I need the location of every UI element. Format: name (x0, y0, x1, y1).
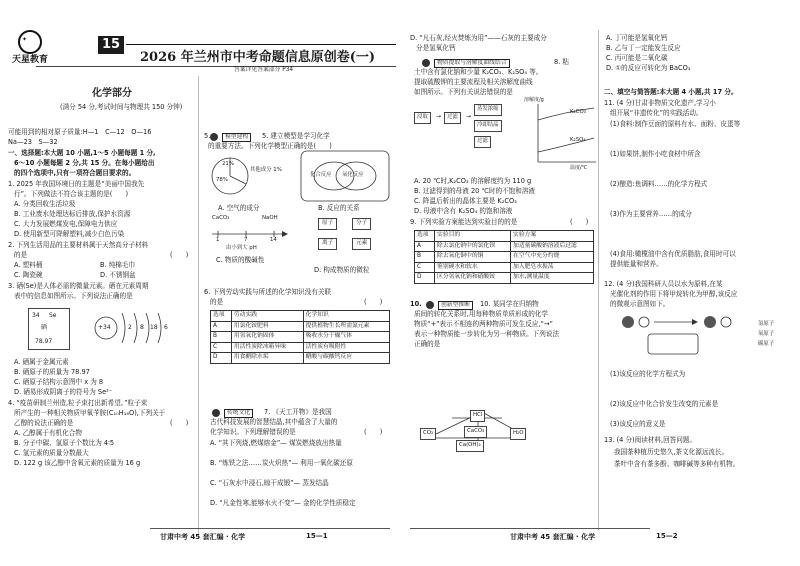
q6-cell: A (211, 321, 232, 332)
q11-stem: 11. (4 分)甘肃非物质文化遗产,学习小 (604, 99, 716, 107)
q9-cell: 加水,测量温度 (511, 273, 594, 284)
q9-cell: 除去氯化钠中的氯化钡 (435, 241, 511, 252)
molecule-hydrogen (721, 317, 731, 327)
q7-option-a: A. “其下列烧,燃煤熔金”— 煤炭燃烧放出热量 (210, 439, 342, 447)
footer-rule-right (410, 528, 650, 529)
q7-stem: 7. 《天工开物》是我国 (264, 408, 332, 416)
q11-item-2: (1)如果饼,制作小吃食材中所含 (610, 150, 701, 158)
q10-stem-3: 物质“+”表示不相连的两种物质可发生反应,“→” (414, 320, 553, 328)
pie-label-n2: 78% (216, 177, 228, 183)
q8-stem-3: 提取硫酸钾的主要流程及相关溶解度曲线 (414, 78, 533, 86)
table-row (415, 241, 594, 252)
q10-mark-icon (426, 301, 434, 309)
q2-bracket: ( ) (170, 251, 189, 259)
flow-step-4: 冷却结晶 (474, 120, 502, 132)
node-hcl: HCl (470, 410, 485, 422)
part1-heading: 一、选择题:本大题 10 小题,1～5 小题每题 1 分, (8, 149, 156, 157)
q11-item-5: (4)食用:橄榄油中含有优质脂肪,食用时可以 (610, 250, 736, 258)
section-title: 化学部分 (92, 88, 132, 99)
q2-stem-2: 的是 (14, 251, 28, 259)
q6-cell: 提供植物生长所需氮元素 (303, 321, 389, 332)
q6-cell: 用食醋除水垢 (231, 353, 303, 364)
q5-stem: 5. 建立模型是学习化学 (262, 132, 330, 140)
q9-header-option: 选项 (415, 231, 435, 242)
element-symbol: Se (49, 312, 57, 319)
legend-hydrogen: 氢原子 (758, 321, 775, 327)
q10-stem-5: 正确的是 (414, 340, 441, 348)
q9-cell: 鉴别硬水和软水 (435, 262, 511, 273)
q5-tag: 模型建构 (222, 133, 251, 142)
q12-sub-1: (1)该反应的化学方程式为 (610, 370, 686, 378)
element-card (28, 308, 70, 350)
q1-stem-2: 行”。下列做法不符合该主题的是( ) (14, 190, 129, 198)
q9-cell: A (415, 241, 435, 252)
q8-tag: 物质提取与溶解度曲线结合 (434, 59, 510, 68)
q10-option-a: A. 丁可能是氢氧化钙 (606, 34, 668, 42)
ph-label-left: CaCO₃ (212, 215, 230, 221)
q7-option-d: D. “凡金性寒,能够水火不变”— 金的化学性质稳定 (210, 499, 356, 507)
shell-arc-4 (158, 313, 161, 343)
q6-cell: C (211, 342, 232, 353)
table-row (211, 321, 390, 332)
legend-carbon: 碳原子 (758, 341, 775, 347)
right-page (400, 0, 800, 566)
q9-cell: 加入肥皂水振荡 (511, 262, 594, 273)
q4-bracket: ( ) (170, 419, 189, 427)
brand-logo-mark: ✦ (22, 36, 28, 43)
q4-option-d: D. 122 g 该乙醇中含氧元素的质量为 16 g (14, 459, 141, 467)
q2-option-d: D. 不锈钢盆 (100, 271, 136, 279)
q6-header-practice: 劳动实践 (231, 311, 303, 322)
q6-cell: 醋酸与碳酸钙反应 (303, 353, 389, 364)
q6-stem: 6. 下列劳动实践与所述的化学知识没有关联 (204, 288, 332, 296)
molecule-methanol (704, 316, 716, 328)
q5-caption-a: A. 空气的成分 (218, 204, 260, 212)
footer-left-text: 甘肃中考 45 套汇编 · 化学 (160, 533, 246, 541)
footer-rule-left (150, 528, 390, 529)
q3-stem: 3. 硒(Se)是人体必需的微量元素。硒在元素周期 (8, 282, 149, 290)
q10-option-c: C. 丙可能是二氧化碳 (606, 54, 668, 62)
exam-info: (满分 54 分,考试时间与物理共 150 分钟) (60, 103, 183, 111)
particle-boxes (318, 218, 388, 262)
q5-caption-d: D. 构成物质的微粒 (314, 266, 370, 274)
q5-caption-c: C. 物质的酸碱性 (216, 256, 265, 264)
q2-option-b: B. 纯棉毛巾 (100, 261, 136, 269)
table-row (211, 342, 390, 353)
ph-label-right: NaOH (262, 215, 278, 221)
paper-number-badge: 15 (98, 36, 124, 54)
q9-cell: 在空气中充分灼烧 (511, 252, 594, 263)
q11-item-1: (1)食料:制作豆面的原料有水、面粉、皮蛋等 (610, 120, 741, 128)
q10-number: 10. (410, 300, 422, 308)
q6-cell: 活性炭有吸附性 (303, 342, 389, 353)
q2-stem: 2. 下列生活用品的主要材料属于天然高分子材料 (8, 241, 149, 249)
q6-cell: B (211, 332, 232, 343)
paper-title: 2026 年兰州市中考命题信息原创卷(一) (140, 50, 376, 65)
node-caco3: CaCO₃ (464, 426, 487, 438)
q9-bracket: ( ) (570, 218, 589, 226)
q1-option-b: B. 工业废水处理达标后排放,保护水资源 (14, 210, 131, 218)
q10-stem-2: 质间的转化关系时,用每种物质单质形成的化学 (414, 310, 548, 318)
q5-caption-b: B. 反应的关系 (318, 204, 360, 212)
part1-heading-3: 的四个选项中,只有一项符合题目要求的。 (14, 169, 136, 177)
q5-number: 5. (204, 132, 211, 140)
q7-stem-2: 古代科技发展的智慧结晶,其中蕴含了大量的 (210, 418, 338, 426)
q10-option-d: D. ①的反应可转化为 BaCO₃ (606, 64, 691, 72)
q12-stem-3: 的微观示意图如下。 (610, 300, 670, 308)
q6-cell: 用活性炭除冰箱异味 (231, 342, 303, 353)
q7-option-b: B. “炼铁之法……炭火炽热”— 利用一氧化碳还原 (210, 459, 353, 467)
q7-option-d-cont-2: 分是氢氧化钙 (416, 44, 456, 52)
q12-sub-3: (3)该反应的意义是 (610, 420, 666, 428)
element-name: 硒 (41, 324, 48, 331)
q4-stem: 4. “疫苗研制兰州造,粒子束打出新希望。”粒子束 (8, 399, 148, 407)
table-row (415, 262, 594, 273)
q1-option-c: C. 大力发展燃煤发电,保障电力供应 (14, 220, 118, 228)
q9-stem: 9. 下列实验方案能达到实验目的的是 (410, 218, 518, 226)
ph-tick-1: 1 (216, 237, 220, 243)
q8-mark-icon (422, 59, 430, 67)
q6-cell: 用氢氧化钠固体 (231, 332, 303, 343)
solubility-curve-chart (530, 100, 600, 170)
flow-step-5: 过滤 (474, 136, 491, 148)
q12-sub-2: (2)该反应中化合价发生改变的元素是 (610, 400, 719, 408)
shell-electrons-4: 6 (164, 324, 168, 331)
flow-arrow-2: → (466, 113, 472, 120)
table-row (211, 332, 390, 343)
shell-electrons-1: 2 (128, 324, 132, 331)
box-ion: 离子 (318, 238, 337, 250)
q9-cell: 加适量碳酸钠溶液后过滤 (511, 241, 594, 252)
q11-item-6: 提供能量和营养。 (610, 260, 663, 268)
q11-stem-2: 组开展“非遗传化”的实践活动。 (610, 109, 703, 117)
q3-option-b: B. 硒原子的质量为 78.97 (14, 368, 90, 376)
node-h2o: H₂O (510, 428, 526, 440)
part2-heading: 二、填空与简答题:本大题 4 小题,共 17 分。 (604, 88, 738, 96)
q4-option-c: C. 氢元素的质量分数最大 (14, 449, 89, 457)
q6-cell: D (211, 353, 232, 364)
q1-option-d: D. 使用新型可降解塑料,减少白色污染 (14, 230, 125, 238)
q10-option-b: B. 乙与丁一定能发生反应 (606, 44, 681, 52)
q6-cell: 吸收水分干燥气体 (303, 332, 389, 343)
box-element: 元素 (352, 238, 371, 250)
table-row (211, 353, 390, 364)
footer-right-text: 甘肃中考 45 套汇编 · 化学 (510, 533, 596, 541)
pie-label-other: 其他成分 1% (250, 167, 282, 173)
shell-electrons-3: 18 (150, 324, 158, 331)
q7-option-d-cont: D. “凡石灰,经火焚炼为用”——石灰的主要成分 (410, 34, 547, 42)
q7-mark-icon (212, 409, 220, 417)
ph-tick-14: 14 (270, 237, 277, 243)
shell-arc-1 (122, 313, 125, 343)
venn-label-1: 化合反应 (310, 172, 332, 178)
node-co2: CO₂ (420, 428, 436, 440)
q1-stem: 1. 2025 年我国环境日的主题是“美丽中国我先 (8, 180, 145, 188)
catalyst-box (648, 334, 698, 354)
q12-stem-2: 光催化剂的作用下将甲烷转化为甲醇,该反应 (610, 290, 738, 298)
q9-cell: C (415, 262, 435, 273)
answer-reference: 答案详见答案部分 P34 (234, 67, 294, 73)
q5-mark-icon (210, 133, 218, 141)
q8-stem-2: 土中含有氯化钠和少量 K₂CO₃、K₂SO₄ 等。 (414, 68, 543, 76)
q8-option-d: D. 母液中含有 K₂SO₄ 的饱和溶液 (414, 207, 513, 215)
k2so4-curve (538, 138, 594, 152)
atomic-masses-line1: 可能用到的相对原子质量:H—1 C—12 O—16 (8, 128, 152, 136)
q9-header-goal: 实验目的 (435, 231, 511, 242)
ph-tick-7: 7 (244, 237, 248, 243)
venn-label-2: 氧化反应 (342, 172, 364, 178)
atomic-masses-line2: Na—23 S—32 (8, 138, 58, 146)
header-underline (36, 66, 396, 67)
shell-arc-3 (146, 313, 149, 343)
node-caoh2: Ca(OH)₂ (456, 440, 484, 452)
column-divider-right (598, 30, 599, 530)
shell-arc-2 (134, 313, 137, 343)
q11-item-4: (3)作为主要营养……的成分 (610, 210, 692, 218)
q9-cell: D (415, 273, 435, 284)
q6-cell: 用氯化铵肥料 (231, 321, 303, 332)
curve-x-label: 温度/℃ (570, 165, 588, 171)
nucleus-charge: +34 (98, 324, 111, 331)
q9-table (414, 230, 594, 284)
molecule-methane (622, 316, 634, 328)
legend-oxygen: 氧原子 (758, 331, 775, 337)
q13-para-2: 茶叶中含有茶多酚、咖啡碱等多种有机物。 (614, 460, 740, 468)
q9-cell: 区分氢氧化钠和硝酸铵 (435, 273, 511, 284)
q8-stem-4: 如图所示。下列有关说法错误的是 (414, 88, 513, 96)
q6-header-knowledge: 化学知识 (303, 311, 389, 322)
q8-stem: 8. 粘 (554, 58, 569, 66)
q3-option-a: A. 硒属于金属元素 (14, 358, 69, 366)
q10-stem-4: 表示一种物质能一步转化为另一种物质。下列说法 (414, 330, 560, 338)
shell-electrons-2: 8 (140, 324, 144, 331)
q9-header-plan: 实验方案 (511, 231, 594, 242)
element-number: 34 (32, 312, 40, 319)
q9-cell: B (415, 252, 435, 263)
q6-bracket: ( ) (364, 298, 383, 306)
q1-option-a: A. 分类回收生活垃圾 (14, 200, 76, 208)
table-row (415, 252, 594, 263)
box-molecule: 分子 (352, 218, 371, 230)
q2-option-c: C. 陶瓷碗 (14, 271, 43, 279)
q8-option-b: B. 过滤得到的母液 20 ℃时的不饱和溶液 (414, 187, 536, 195)
q2-option-a: A. 塑料桶 (14, 261, 43, 269)
table-row (415, 273, 594, 284)
column-divider (198, 76, 199, 536)
brand-name: 天星教育 (12, 55, 49, 65)
curve-label-k2so4: K₂SO₄ (570, 137, 586, 143)
q4-option-b: B. 分子中碳、氢原子个数比为 4∶5 (14, 439, 115, 447)
q6-table-header (211, 311, 390, 322)
q4-option-a: A. 乙醇属于有机化合物 (14, 429, 82, 437)
part1-heading-2: 6～10 小题每题 2 分,共 15 分。在每小题给出 (14, 159, 155, 167)
flow-step-3: 蒸发浓缩 (474, 104, 502, 116)
q6-table (210, 310, 390, 364)
flow-step-1: 浸取 (414, 112, 431, 124)
q13-para-1: 我国茶种植历史悠久,茶文化源远流长。 (614, 448, 729, 456)
q8-option-a: A. 20 ℃时,K₂CO₃ 的溶解度约为 110 g (414, 177, 532, 185)
q12-micro-diagram (614, 310, 744, 360)
ph-axis-label: 由小到大 pH (226, 245, 257, 251)
q8-flowchart (414, 104, 524, 164)
q3-stem-2: 表中的信息如图所示。下列说法正确的是 (14, 292, 133, 300)
box-atom: 原子 (318, 218, 337, 230)
q3-option-c: C. 硒原子结构示意图中 x 为 8 (14, 378, 104, 386)
curve-y-label: 溶解度/g (524, 97, 544, 103)
q9-table-header (415, 231, 594, 242)
q7-option-c: C. “石灰水中浸石,晾干成锻”— 蒸发结晶 (210, 479, 329, 487)
curve-label-k2co3: K₂CO₃ (570, 109, 586, 115)
q7-stem-3: 化学知识。下列理解错误的是 (210, 428, 296, 436)
header-rule (126, 44, 396, 45)
q3-option-d: D. 硒易形成阴离子的符号为 Se²⁻ (14, 388, 113, 396)
q6-header-option: 选项 (211, 311, 232, 322)
footer-right-page: 15—2 (656, 532, 678, 540)
q13-stem: 13. (4 分)阅读材料,回答问题。 (604, 436, 697, 444)
q7-bracket: ( ) (364, 428, 383, 436)
q4-stem-3: 乙醇的说法正确的是 (14, 419, 74, 427)
q12-stem: 12. (4 分)我国科研人员以水为原料,在某 (604, 280, 723, 288)
q4-stem-2: 所产生的一种相关物质甲氧苄胺(C₁₀H₁₆O),下列关于 (14, 409, 166, 417)
flow-step-2: 过滤 (444, 112, 461, 124)
footer-left-page: 15—1 (306, 532, 328, 540)
q7-tag: 传统文化 (224, 409, 253, 418)
molecule-water (639, 317, 649, 327)
flow-arrow-1: → (436, 113, 442, 120)
pie-label-o2: 21% (222, 161, 234, 167)
q9-cell: 除去氧化铜中的铜 (435, 252, 511, 263)
q11-item-3: (2)酿造:鱼调料……的化学方程式 (610, 180, 708, 188)
q5-stem-2: 的重要方法。下列化学模型正确的是( ) (208, 142, 332, 150)
element-mass: 78.97 (35, 338, 53, 345)
q6-stem-2: 的是 (210, 298, 224, 306)
q10-stem: 10. 某同学在归纳物 (480, 300, 539, 308)
q8-option-c: C. 降温后析出的晶体主要是 K₂CO₃ (414, 197, 517, 205)
q10-tag: 创新型推断 (438, 301, 473, 310)
